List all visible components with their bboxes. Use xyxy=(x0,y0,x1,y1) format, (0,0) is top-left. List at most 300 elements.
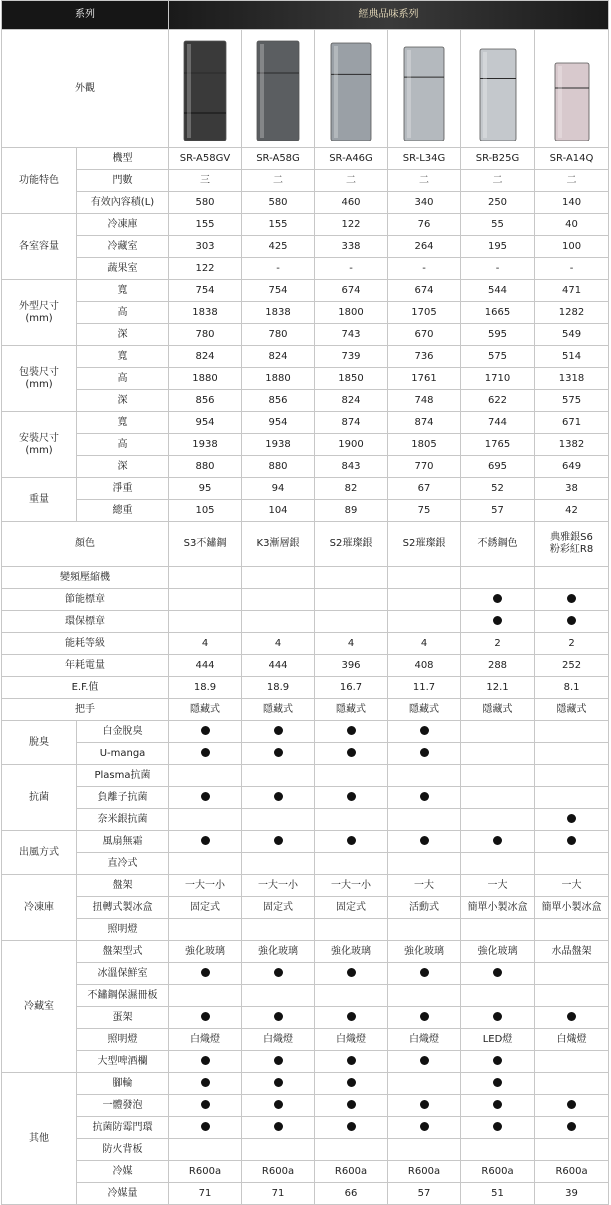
value-cell xyxy=(242,589,315,611)
table-row xyxy=(2,478,609,500)
group-label: 功能特色 xyxy=(2,148,77,214)
value-cell xyxy=(388,611,461,633)
group-label: 包裝尺寸 (mm) xyxy=(2,346,77,412)
value-cell: 743 xyxy=(315,324,388,346)
value-cell: 780 xyxy=(242,324,315,346)
row-label: 奈米銀抗菌 xyxy=(77,809,169,831)
feature-dot-cell xyxy=(169,831,242,853)
feature-dot-cell xyxy=(461,963,535,985)
value-cell: 白熾燈 xyxy=(315,1029,388,1051)
value-cell xyxy=(461,919,535,941)
feature-dot-cell xyxy=(461,831,535,853)
value-cell xyxy=(535,1051,609,1073)
value-cell: 754 xyxy=(169,280,242,302)
value-cell: SR-A46G xyxy=(315,148,388,170)
value-cell: 隱藏式 xyxy=(242,699,315,721)
value-cell: 580 xyxy=(169,192,242,214)
filled-dot-icon xyxy=(201,726,210,735)
value-cell xyxy=(242,919,315,941)
value-cell: 一大一小 xyxy=(242,875,315,897)
value-cell: 549 xyxy=(535,324,609,346)
value-cell: 一大 xyxy=(461,875,535,897)
value-cell xyxy=(461,743,535,765)
filled-dot-icon xyxy=(347,1012,356,1021)
value-cell xyxy=(315,985,388,1007)
color-row xyxy=(2,522,609,567)
filled-dot-icon xyxy=(493,1122,502,1131)
row-label: 直冷式 xyxy=(77,853,169,875)
feature-dot-cell xyxy=(388,1007,461,1029)
value-cell: 843 xyxy=(315,456,388,478)
feature-dot-cell xyxy=(242,1051,315,1073)
feature-dot-cell xyxy=(315,1073,388,1095)
feature-dot-cell xyxy=(535,831,609,853)
filled-dot-icon xyxy=(274,1122,283,1131)
table-row xyxy=(2,214,609,236)
filled-dot-icon xyxy=(347,1100,356,1109)
value-cell: 強化玻璃 xyxy=(315,941,388,963)
value-cell: 954 xyxy=(242,412,315,434)
value-cell xyxy=(535,853,609,875)
table-row xyxy=(2,390,609,412)
series-name-header: 經典品味系列 xyxy=(169,1,609,30)
value-cell: 1938 xyxy=(169,434,242,456)
row-label: 淨重 xyxy=(77,478,169,500)
value-cell: 16.7 xyxy=(315,677,388,699)
row-label: 防火背板 xyxy=(77,1139,169,1161)
feature-dot-cell xyxy=(461,1095,535,1117)
value-cell: 1705 xyxy=(388,302,461,324)
value-cell: 66 xyxy=(315,1183,388,1205)
value-cell xyxy=(535,765,609,787)
filled-dot-icon xyxy=(493,616,502,625)
value-cell: 739 xyxy=(315,346,388,368)
table-row xyxy=(2,1161,609,1183)
value-cell xyxy=(169,1139,242,1161)
row-label: 節能標章 xyxy=(2,589,169,611)
feature-dot-cell xyxy=(535,1095,609,1117)
value-cell xyxy=(315,853,388,875)
feature-dot-cell xyxy=(388,963,461,985)
table-row xyxy=(2,236,609,258)
value-cell: - xyxy=(242,258,315,280)
value-cell xyxy=(461,787,535,809)
value-cell: - xyxy=(388,258,461,280)
table-row xyxy=(2,721,609,743)
value-cell xyxy=(315,919,388,941)
value-cell xyxy=(169,589,242,611)
value-cell: 1282 xyxy=(535,302,609,324)
row-label: 扭轉式製冰盒 xyxy=(77,897,169,919)
group-label: 安裝尺寸 (mm) xyxy=(2,412,77,478)
filled-dot-icon xyxy=(567,836,576,845)
table-row xyxy=(2,412,609,434)
value-cell: 89 xyxy=(315,500,388,522)
table-row xyxy=(2,1051,609,1073)
feature-dot-cell xyxy=(388,743,461,765)
feature-dot-cell xyxy=(461,611,535,633)
value-cell: S2璀璨銀 xyxy=(388,522,461,567)
group-label: 外型尺寸 (mm) xyxy=(2,280,77,346)
value-cell: 155 xyxy=(242,214,315,236)
table-row xyxy=(2,148,609,170)
table-row xyxy=(2,1183,609,1205)
filled-dot-icon xyxy=(420,1056,429,1065)
value-cell: 二 xyxy=(388,170,461,192)
table-row xyxy=(2,324,609,346)
value-cell: 40 xyxy=(535,214,609,236)
value-cell: R600a xyxy=(315,1161,388,1183)
filled-dot-icon xyxy=(347,836,356,845)
value-cell: 622 xyxy=(461,390,535,412)
table-row xyxy=(2,1117,609,1139)
group-label: 脫臭 xyxy=(2,721,77,765)
value-cell xyxy=(388,589,461,611)
value-cell: 2 xyxy=(461,633,535,655)
value-cell xyxy=(461,567,535,589)
feature-dot-cell xyxy=(169,721,242,743)
row-label: 盤架型式 xyxy=(77,941,169,963)
table-row xyxy=(2,875,609,897)
feature-dot-cell xyxy=(242,963,315,985)
value-cell: 18.9 xyxy=(242,677,315,699)
fridge-image-cell xyxy=(388,30,461,148)
value-cell: 288 xyxy=(461,655,535,677)
value-cell: 強化玻璃 xyxy=(169,941,242,963)
filled-dot-icon xyxy=(567,1012,576,1021)
value-cell: 固定式 xyxy=(169,897,242,919)
row-label: 蛋架 xyxy=(77,1007,169,1029)
value-cell: 303 xyxy=(169,236,242,258)
value-cell: 580 xyxy=(242,192,315,214)
value-cell: 155 xyxy=(169,214,242,236)
filled-dot-icon xyxy=(567,814,576,823)
value-cell: 444 xyxy=(242,655,315,677)
value-cell: 57 xyxy=(388,1183,461,1205)
value-cell: 1880 xyxy=(242,368,315,390)
table-row xyxy=(2,589,609,611)
feature-dot-cell xyxy=(242,1073,315,1095)
feature-dot-cell xyxy=(242,1007,315,1029)
feature-dot-cell xyxy=(535,809,609,831)
filled-dot-icon xyxy=(201,1122,210,1131)
table-row xyxy=(2,567,609,589)
feature-dot-cell xyxy=(461,1117,535,1139)
value-cell: 250 xyxy=(461,192,535,214)
appearance-label: 外觀 xyxy=(2,30,169,148)
value-cell: 954 xyxy=(169,412,242,434)
value-cell: 隱藏式 xyxy=(535,699,609,721)
value-cell: LED燈 xyxy=(461,1029,535,1051)
value-cell: SR-A14Q xyxy=(535,148,609,170)
value-cell: 隱藏式 xyxy=(461,699,535,721)
value-cell xyxy=(461,721,535,743)
fridge-silver-2door-icon xyxy=(328,37,374,141)
value-cell: 754 xyxy=(242,280,315,302)
row-label: 深 xyxy=(77,324,169,346)
value-cell: 1850 xyxy=(315,368,388,390)
row-label: 能耗等級 xyxy=(2,633,169,655)
value-cell: 一大一小 xyxy=(169,875,242,897)
value-cell: 770 xyxy=(388,456,461,478)
value-cell: 白熾燈 xyxy=(169,1029,242,1051)
value-cell xyxy=(169,985,242,1007)
value-cell: K3漸層銀 xyxy=(242,522,315,567)
table-row xyxy=(2,809,609,831)
filled-dot-icon xyxy=(274,836,283,845)
value-cell: 水晶盤架 xyxy=(535,941,609,963)
value-cell xyxy=(388,765,461,787)
feature-dot-cell xyxy=(315,1117,388,1139)
value-cell xyxy=(535,743,609,765)
value-cell: 880 xyxy=(169,456,242,478)
value-cell: 195 xyxy=(461,236,535,258)
value-cell: 1938 xyxy=(242,434,315,456)
feature-dot-cell xyxy=(242,831,315,853)
feature-dot-cell xyxy=(388,1095,461,1117)
value-cell: S2璀璨銀 xyxy=(315,522,388,567)
row-label: 冷凍庫 xyxy=(77,214,169,236)
value-cell: 575 xyxy=(461,346,535,368)
value-cell: 8.1 xyxy=(535,677,609,699)
value-cell: 425 xyxy=(242,236,315,258)
table-row xyxy=(2,346,609,368)
filled-dot-icon xyxy=(201,836,210,845)
group-label: 重量 xyxy=(2,478,77,522)
value-cell: 18.9 xyxy=(169,677,242,699)
filled-dot-icon xyxy=(347,1122,356,1131)
filled-dot-icon xyxy=(274,726,283,735)
row-label: 腳輪 xyxy=(77,1073,169,1095)
table-row xyxy=(2,368,609,390)
feature-dot-cell xyxy=(315,1095,388,1117)
filled-dot-icon xyxy=(347,1056,356,1065)
row-label: 寬 xyxy=(77,412,169,434)
value-cell xyxy=(388,809,461,831)
value-cell: SR-B25G xyxy=(461,148,535,170)
feature-dot-cell xyxy=(535,611,609,633)
row-label: 機型 xyxy=(77,148,169,170)
value-cell xyxy=(535,1139,609,1161)
filled-dot-icon xyxy=(493,594,502,603)
filled-dot-icon xyxy=(420,726,429,735)
value-cell: 固定式 xyxy=(315,897,388,919)
filled-dot-icon xyxy=(493,1100,502,1109)
value-cell: 264 xyxy=(388,236,461,258)
value-cell xyxy=(388,1073,461,1095)
filled-dot-icon xyxy=(274,1056,283,1065)
row-label: 照明燈 xyxy=(77,1029,169,1051)
group-label: 冷藏室 xyxy=(2,941,77,1073)
value-cell xyxy=(535,985,609,1007)
feature-dot-cell xyxy=(388,1051,461,1073)
value-cell xyxy=(388,919,461,941)
value-cell: R600a xyxy=(461,1161,535,1183)
table-row xyxy=(2,1007,609,1029)
value-cell xyxy=(461,809,535,831)
table-row xyxy=(2,434,609,456)
value-cell xyxy=(169,765,242,787)
value-cell: 252 xyxy=(535,655,609,677)
value-cell xyxy=(535,963,609,985)
row-label: 冷藏室 xyxy=(77,236,169,258)
table-row xyxy=(2,302,609,324)
value-cell: 856 xyxy=(169,390,242,412)
value-cell: 4 xyxy=(315,633,388,655)
feature-dot-cell xyxy=(461,1051,535,1073)
value-cell xyxy=(535,567,609,589)
row-label: 寬 xyxy=(77,346,169,368)
value-cell: 強化玻璃 xyxy=(242,941,315,963)
feature-dot-cell xyxy=(242,1117,315,1139)
value-cell: 544 xyxy=(461,280,535,302)
table-row xyxy=(2,919,609,941)
value-cell xyxy=(315,567,388,589)
group-label: 其他 xyxy=(2,1073,77,1205)
filled-dot-icon xyxy=(201,748,210,757)
value-cell: - xyxy=(461,258,535,280)
table-row xyxy=(2,941,609,963)
feature-dot-cell xyxy=(169,1073,242,1095)
filled-dot-icon xyxy=(493,1012,502,1021)
value-cell: 4 xyxy=(242,633,315,655)
value-cell: 748 xyxy=(388,390,461,412)
filled-dot-icon xyxy=(567,594,576,603)
value-cell: 408 xyxy=(388,655,461,677)
value-cell: 12.1 xyxy=(461,677,535,699)
feature-dot-cell xyxy=(169,743,242,765)
table-row xyxy=(2,1095,609,1117)
value-cell: 42 xyxy=(535,500,609,522)
feature-dot-cell xyxy=(242,787,315,809)
value-cell: 575 xyxy=(535,390,609,412)
table-row xyxy=(2,1073,609,1095)
fridge-black-4door-icon xyxy=(181,37,229,141)
value-cell: 簡單小製冰盒 xyxy=(461,897,535,919)
feature-dot-cell xyxy=(169,1095,242,1117)
value-cell: 強化玻璃 xyxy=(388,941,461,963)
value-cell xyxy=(461,1139,535,1161)
feature-dot-cell xyxy=(535,1117,609,1139)
value-cell: 824 xyxy=(242,346,315,368)
row-label: 冷媒量 xyxy=(77,1183,169,1205)
row-label: E.F.值 xyxy=(2,677,169,699)
value-cell: 4 xyxy=(169,633,242,655)
value-cell: 38 xyxy=(535,478,609,500)
header-row xyxy=(2,1,609,30)
feature-dot-cell xyxy=(461,589,535,611)
filled-dot-icon xyxy=(420,748,429,757)
row-label: 抗菌防霉門環 xyxy=(77,1117,169,1139)
filled-dot-icon xyxy=(493,1056,502,1065)
value-cell xyxy=(535,787,609,809)
value-cell xyxy=(242,809,315,831)
filled-dot-icon xyxy=(420,968,429,977)
row-label: 照明燈 xyxy=(77,919,169,941)
table-row xyxy=(2,611,609,633)
fridge-image-cell xyxy=(535,30,609,148)
filled-dot-icon xyxy=(493,836,502,845)
value-cell: 一大 xyxy=(388,875,461,897)
group-label: 各室容量 xyxy=(2,214,77,280)
row-label: 總重 xyxy=(77,500,169,522)
value-cell xyxy=(388,985,461,1007)
value-cell xyxy=(242,567,315,589)
value-cell: 1880 xyxy=(169,368,242,390)
value-cell: 824 xyxy=(169,346,242,368)
row-label: 風扇無霜 xyxy=(77,831,169,853)
feature-dot-cell xyxy=(315,831,388,853)
value-cell xyxy=(461,853,535,875)
value-cell: 76 xyxy=(388,214,461,236)
feature-dot-cell xyxy=(169,1051,242,1073)
value-cell: 67 xyxy=(388,478,461,500)
fridge-silver-2door-icon xyxy=(401,37,447,141)
filled-dot-icon xyxy=(201,968,210,977)
value-cell: 白熾燈 xyxy=(242,1029,315,1051)
value-cell: 856 xyxy=(242,390,315,412)
feature-dot-cell xyxy=(388,787,461,809)
value-cell xyxy=(315,765,388,787)
feature-dot-cell xyxy=(388,831,461,853)
table-row xyxy=(2,831,609,853)
value-cell: 674 xyxy=(388,280,461,302)
value-cell xyxy=(242,611,315,633)
filled-dot-icon xyxy=(347,792,356,801)
value-cell: 338 xyxy=(315,236,388,258)
value-cell: R600a xyxy=(535,1161,609,1183)
spec-table xyxy=(1,0,609,1205)
table-row xyxy=(2,787,609,809)
row-label: 寬 xyxy=(77,280,169,302)
feature-dot-cell xyxy=(315,721,388,743)
table-row xyxy=(2,677,609,699)
value-cell: 55 xyxy=(461,214,535,236)
row-label: Plasma抗菌 xyxy=(77,765,169,787)
value-cell: - xyxy=(535,258,609,280)
value-cell: 1838 xyxy=(242,302,315,324)
value-cell: 122 xyxy=(315,214,388,236)
row-label: 門數 xyxy=(77,170,169,192)
filled-dot-icon xyxy=(201,1012,210,1021)
filled-dot-icon xyxy=(420,792,429,801)
value-cell xyxy=(315,1139,388,1161)
value-cell: 340 xyxy=(388,192,461,214)
value-cell xyxy=(388,567,461,589)
value-cell: S3不鏽鋼 xyxy=(169,522,242,567)
fridge-image-cell xyxy=(169,30,242,148)
feature-dot-cell xyxy=(388,1117,461,1139)
filled-dot-icon xyxy=(493,968,502,977)
value-cell xyxy=(169,809,242,831)
filled-dot-icon xyxy=(420,1122,429,1131)
feature-dot-cell xyxy=(169,787,242,809)
value-cell: R600a xyxy=(242,1161,315,1183)
value-cell: 1665 xyxy=(461,302,535,324)
feature-dot-cell xyxy=(461,1073,535,1095)
feature-dot-cell xyxy=(315,787,388,809)
value-cell: R600a xyxy=(169,1161,242,1183)
value-cell: 94 xyxy=(242,478,315,500)
filled-dot-icon xyxy=(274,1012,283,1021)
table-row xyxy=(2,743,609,765)
filled-dot-icon xyxy=(201,1056,210,1065)
value-cell xyxy=(315,809,388,831)
value-cell: 固定式 xyxy=(242,897,315,919)
value-cell: 460 xyxy=(315,192,388,214)
row-label: 白金脫臭 xyxy=(77,721,169,743)
feature-dot-cell xyxy=(315,963,388,985)
